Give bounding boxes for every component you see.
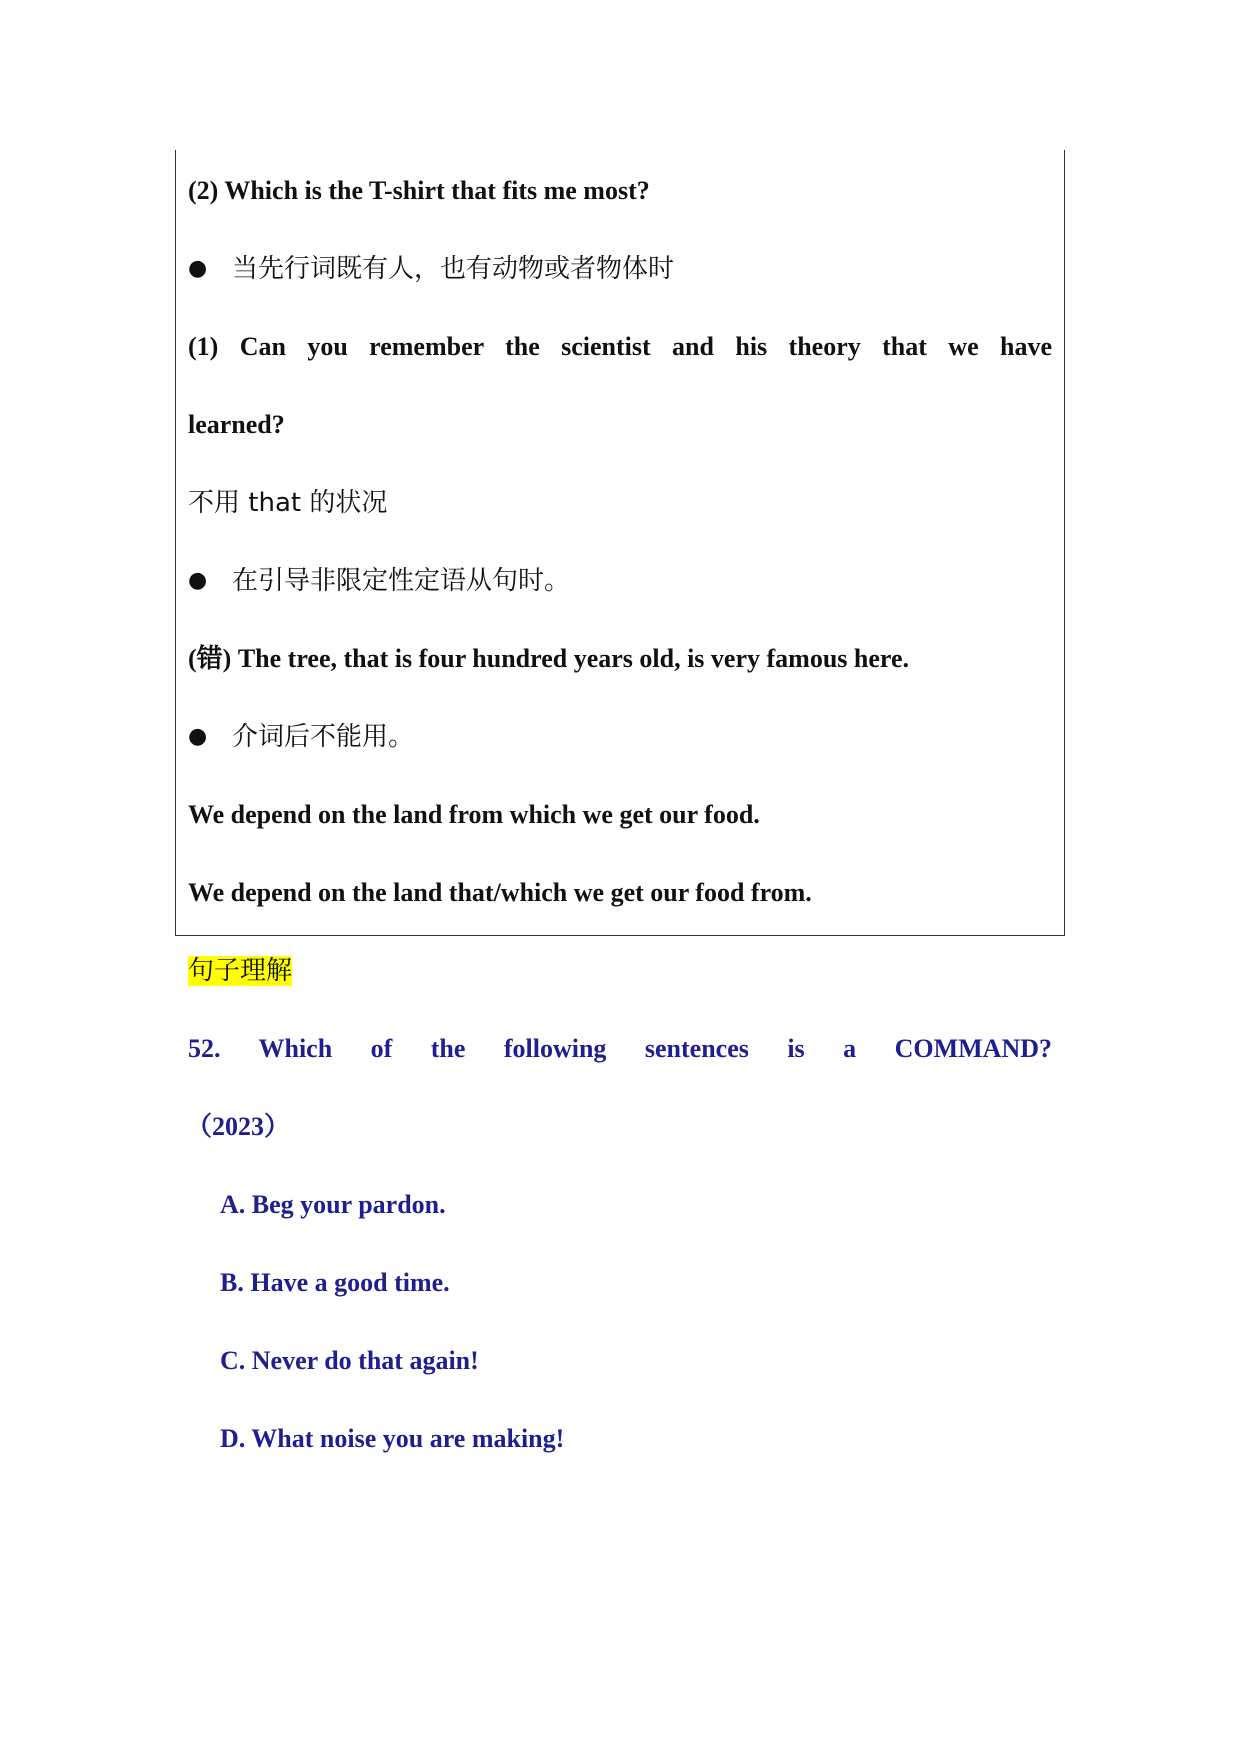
bullet-nonrestrictive-text: 在引导非限定性定语从句时。	[232, 566, 571, 596]
wrong-marker: (错)	[188, 644, 232, 673]
bullet-dot-icon: ●	[188, 256, 208, 281]
example-t-shirt-line: (2) Which is the T-shirt that fits me most?	[188, 176, 650, 205]
bullet-dot-icon: ●	[188, 568, 208, 593]
bullet-mixed-antecedent	[188, 251, 674, 287]
example-land-line-2: We depend on the land that/which we get our food from.	[188, 878, 812, 907]
option-a: A. Beg your pardon.	[220, 1190, 446, 1219]
example-land-line-1: We depend on the land from which we get our food.	[188, 800, 760, 829]
question-text-line-2: （2023）	[186, 1112, 291, 1141]
section-title-highlight: 句子理解	[188, 956, 293, 986]
bullet-nonrestrictive	[188, 563, 570, 599]
option-d: D. What noise you are making!	[220, 1424, 565, 1453]
example-scientist-line-1: (1) Can you remember the scientist and his theory that we have	[188, 332, 1052, 361]
question-text-line-1: 52. Which of the following sentences is a COMMAND?	[188, 1034, 1052, 1063]
bullet-dot-icon: ●	[188, 724, 208, 749]
heading-no-that: 不用 that 的状况	[188, 488, 388, 518]
option-b: B. Have a good time.	[220, 1268, 450, 1297]
wrong-sentence: The tree, that is four hundred years old, is very famous here.	[237, 644, 910, 673]
section-title	[188, 953, 292, 989]
example-wrong-line	[188, 641, 909, 677]
example-scientist-line-2: learned?	[188, 410, 285, 439]
option-c: C. Never do that again!	[220, 1346, 479, 1375]
bullet-after-preposition-text: 介词后不能用。	[232, 722, 415, 752]
bullet-mixed-antecedent-text: 当先行词既有人，也有动物或者物体时	[232, 254, 675, 284]
bullet-after-preposition	[188, 719, 414, 755]
